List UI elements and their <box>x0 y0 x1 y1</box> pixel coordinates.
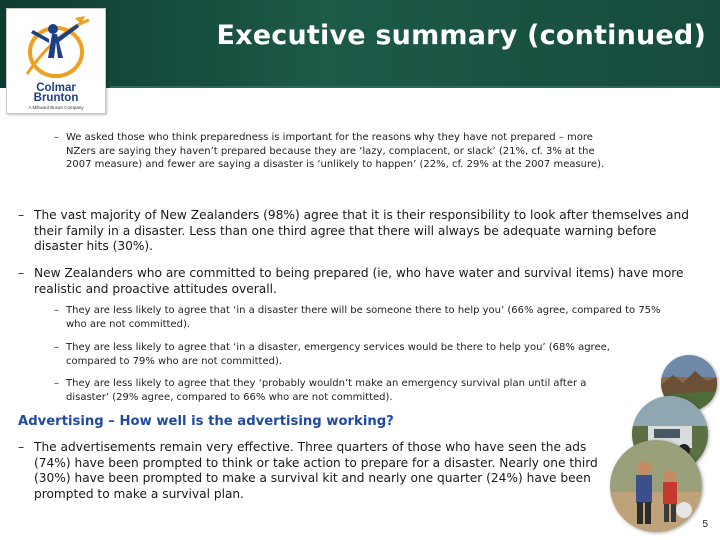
bullet-dash: – <box>54 305 59 316</box>
bullet-dash: – <box>54 132 59 143</box>
sub-bullet-services <box>54 341 654 368</box>
bullet-committed <box>18 266 698 297</box>
bullet-text: They are less likely to agree that ‘in a disaster there will be someone there to help you’ (66% agree, compared to 75% who are not committed). <box>66 305 661 330</box>
bullet-text: They are less likely to agree that ‘in a disaster, emergency services would be there to help you’ (68% agree, compared to 79% who are not committed). <box>66 342 610 367</box>
bullet-dash: – <box>54 342 59 353</box>
bullet-dash: – <box>18 440 25 454</box>
bullet-dash: – <box>54 378 59 389</box>
photo-people <box>610 440 702 532</box>
bullet-text: We asked those who think preparedness is important for the reasons why they have not prepared – more NZers are saying they haven’t prepared because they are ‘lazy, complacent, or slack’ (21%, cf. 3% at the 2007 measure) and fewer are saying a disaster is ‘unlikely to happen’ (22%, cf. 29% at the 2007 measure). <box>66 132 605 170</box>
logo-tagline: A Millward Brown Company <box>28 105 84 110</box>
logo-figure-icon <box>19 12 93 82</box>
sub-bullet-plan <box>54 377 594 404</box>
title-banner <box>0 0 720 88</box>
sub-bullet-help <box>54 304 679 331</box>
bullet-text: The advertisements remain very effective. Three quarters of those who have seen the ads (74%) have been prompted to think or take action to prepare for a disaster. Nearly one third (30%) have been prompted to make a survival kit and nearly one quarter (24%) have been prompted to make a survival plan. <box>34 440 598 501</box>
bullet-text: The vast majority of New Zealanders (98%) agree that it is their responsibility to look after themselves and their family in a disaster. Less than one third agree that there will always be adequate warning before disaster hits (30%). <box>34 208 689 253</box>
sub-bullet-reasons <box>54 131 619 172</box>
logo-text-line2: Brunton <box>33 92 79 104</box>
page-number: 5 <box>702 519 708 530</box>
page-title: Executive summary (continued) <box>216 20 706 51</box>
bullet-dash: – <box>18 208 25 222</box>
bullet-text: New Zealanders who are committed to being prepared (ie, who have water and survival items) have more realistic and proactive attitudes overall. <box>34 266 684 296</box>
logo-text-line1: Colmar <box>36 82 76 94</box>
bullet-dash: – <box>18 266 25 280</box>
bullet-responsibility <box>18 208 698 255</box>
bullet-advertising <box>18 440 616 502</box>
company-logo <box>6 8 106 114</box>
section-heading: Advertising – How well is the advertising working? <box>18 414 394 429</box>
bullet-text: They are less likely to agree that they ‘probably wouldn’t make an emergency survival plan until after a disaster’ (29% agree, compared to 66% who are not committed). <box>66 378 587 403</box>
banner-divider <box>110 86 720 88</box>
